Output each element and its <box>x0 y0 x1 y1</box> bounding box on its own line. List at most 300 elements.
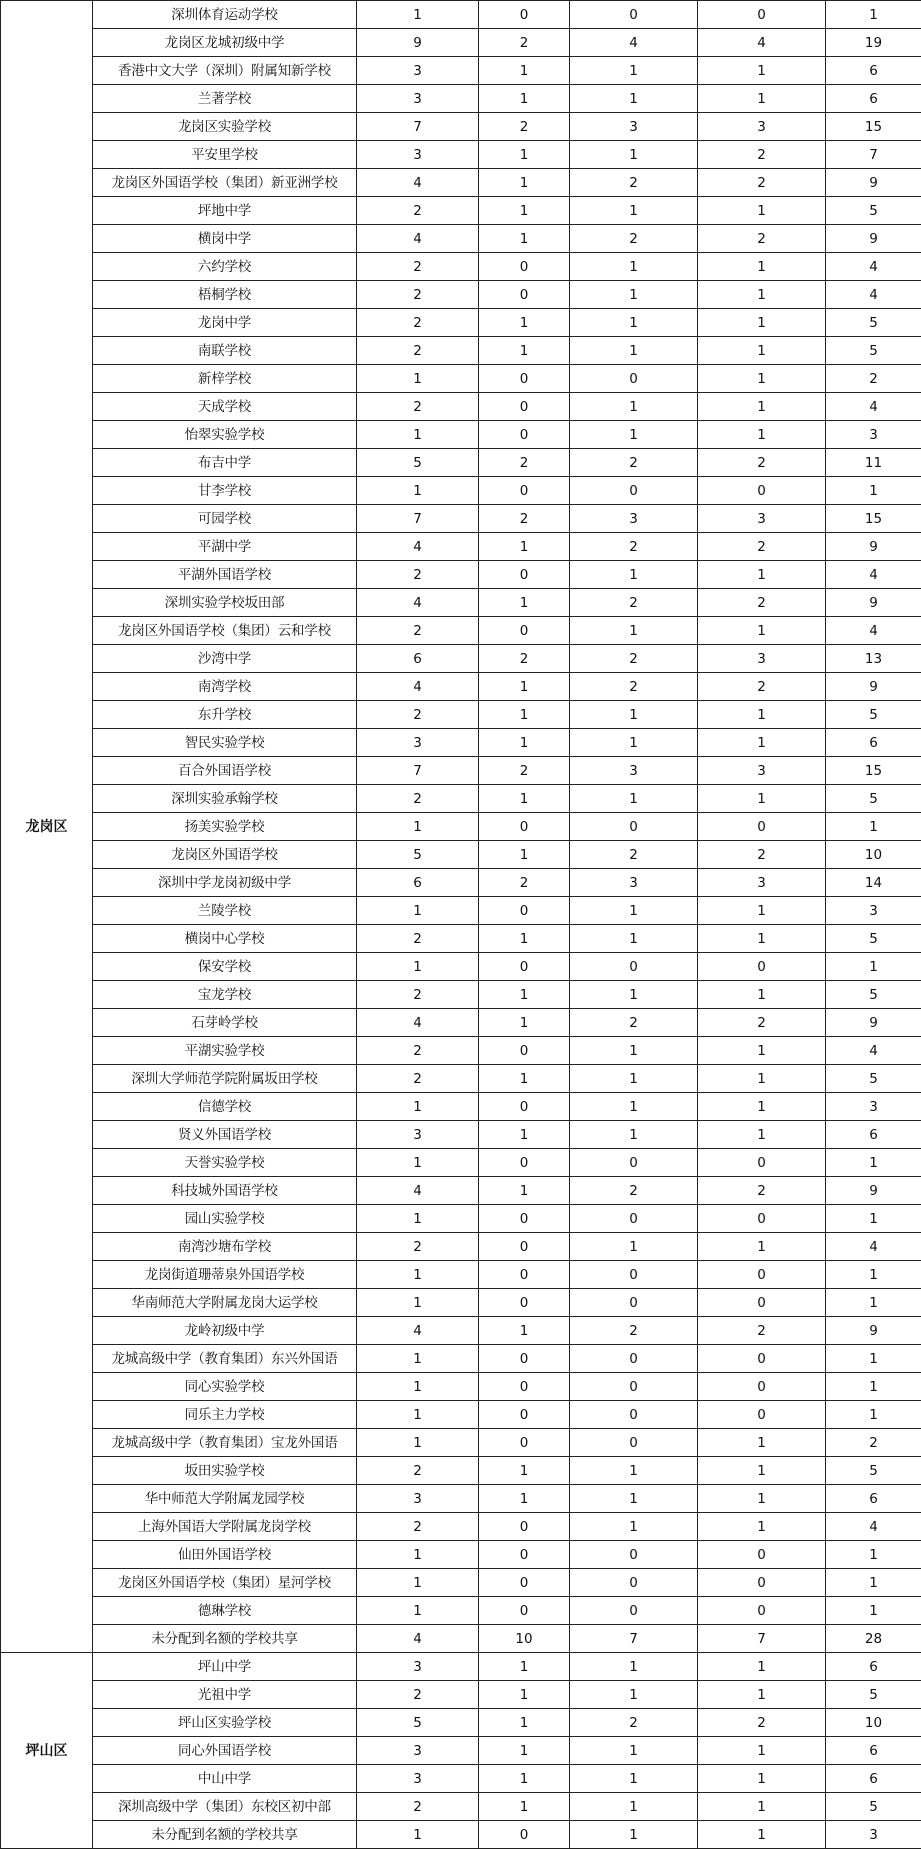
total-cell: 9 <box>826 1317 921 1345</box>
quota-cell: 2 <box>570 645 698 673</box>
quota-cell: 2 <box>357 337 479 365</box>
school-name-cell: 保安学校 <box>93 953 357 981</box>
total-cell: 5 <box>826 981 921 1009</box>
quota-cell: 2 <box>357 1037 479 1065</box>
quota-cell: 1 <box>570 1681 698 1709</box>
table-row <box>1 533 921 561</box>
school-name-cell: 平湖外国语学校 <box>93 561 357 589</box>
table-row <box>1 953 921 981</box>
total-cell: 19 <box>826 29 921 57</box>
quota-cell: 5 <box>357 841 479 869</box>
quota-cell: 1 <box>698 897 826 925</box>
quota-cell: 2 <box>570 1009 698 1037</box>
district-name: 坪山区 <box>1 1653 93 1849</box>
quota-cell: 6 <box>357 869 479 897</box>
quota-cell: 1 <box>698 1765 826 1793</box>
school-name-cell: 贤义外国语学校 <box>93 1121 357 1149</box>
total-cell: 9 <box>826 533 921 561</box>
quota-cell: 1 <box>570 925 698 953</box>
total-cell: 1 <box>826 1373 921 1401</box>
school-name-cell: 横岗中学 <box>93 225 357 253</box>
table-row <box>1 85 921 113</box>
quota-cell: 0 <box>479 1513 570 1541</box>
quota-cell: 1 <box>357 1149 479 1177</box>
quota-cell: 2 <box>479 757 570 785</box>
table-row <box>1 813 921 841</box>
quota-cell: 0 <box>570 1597 698 1625</box>
quota-cell: 1 <box>698 1681 826 1709</box>
school-name-cell: 深圳大学师范学院附属坂田学校 <box>93 1065 357 1093</box>
quota-cell: 1 <box>570 1485 698 1513</box>
quota-cell: 1 <box>698 617 826 645</box>
quota-cell: 1 <box>570 253 698 281</box>
quota-cell: 0 <box>479 1597 570 1625</box>
quota-cell: 1 <box>698 1793 826 1821</box>
school-name-cell: 天成学校 <box>93 393 357 421</box>
school-name-cell: 同心外国语学校 <box>93 1737 357 1765</box>
school-name-cell: 平安里学校 <box>93 141 357 169</box>
quota-cell: 2 <box>479 645 570 673</box>
quota-cell: 3 <box>357 1737 479 1765</box>
table-row <box>1 1569 921 1597</box>
quota-cell: 1 <box>698 57 826 85</box>
total-cell: 5 <box>826 1457 921 1485</box>
quota-cell: 1 <box>570 1121 698 1149</box>
quota-cell: 0 <box>479 1541 570 1569</box>
school-name-cell: 龙城高级中学（教育集团）东兴外国语 <box>93 1345 357 1373</box>
quota-cell: 0 <box>570 1345 698 1373</box>
table-row <box>1 1037 921 1065</box>
total-cell: 6 <box>826 1485 921 1513</box>
total-cell: 5 <box>826 197 921 225</box>
school-name-cell: 甘李学校 <box>93 477 357 505</box>
table-row <box>1 869 921 897</box>
quota-cell: 1 <box>570 1653 698 1681</box>
table-row <box>1 1121 921 1149</box>
total-cell: 6 <box>826 1121 921 1149</box>
quota-cell: 0 <box>570 1261 698 1289</box>
quota-cell: 1 <box>357 1429 479 1457</box>
quota-cell: 1 <box>698 1233 826 1261</box>
table-row <box>1 1653 921 1681</box>
quota-cell: 1 <box>479 1681 570 1709</box>
school-name-cell: 智民实验学校 <box>93 729 357 757</box>
school-name-cell: 龙岗区实验学校 <box>93 113 357 141</box>
quota-cell: 1 <box>698 421 826 449</box>
school-name-cell: 深圳实验学校坂田部 <box>93 589 357 617</box>
table-row <box>1 645 921 673</box>
school-name-cell: 平湖中学 <box>93 533 357 561</box>
quota-cell: 1 <box>570 57 698 85</box>
school-name-cell: 同乐主力学校 <box>93 1401 357 1429</box>
quota-cell: 4 <box>357 1009 479 1037</box>
quota-cell: 2 <box>479 113 570 141</box>
quota-cell: 2 <box>570 1317 698 1345</box>
quota-cell: 2 <box>698 673 826 701</box>
quota-cell: 1 <box>698 253 826 281</box>
total-cell: 5 <box>826 701 921 729</box>
total-cell: 3 <box>826 1093 921 1121</box>
table-row <box>1 477 921 505</box>
quota-cell: 1 <box>479 57 570 85</box>
total-cell: 5 <box>826 1793 921 1821</box>
quota-cell: 3 <box>357 1765 479 1793</box>
quota-cell: 1 <box>479 1709 570 1737</box>
school-name-cell: 光祖中学 <box>93 1681 357 1709</box>
total-cell: 9 <box>826 1177 921 1205</box>
quota-cell: 1 <box>357 1205 479 1233</box>
quota-cell: 2 <box>698 533 826 561</box>
quota-cell: 1 <box>570 393 698 421</box>
quota-cell: 0 <box>479 953 570 981</box>
total-cell: 5 <box>826 309 921 337</box>
total-cell: 1 <box>826 1345 921 1373</box>
table-row <box>1 1 921 29</box>
total-cell: 9 <box>826 1009 921 1037</box>
total-cell: 2 <box>826 1429 921 1457</box>
school-name-cell: 梧桐学校 <box>93 281 357 309</box>
school-name-cell: 横岗中心学校 <box>93 925 357 953</box>
table-row <box>1 169 921 197</box>
quota-cell: 7 <box>357 113 479 141</box>
quota-cell: 1 <box>479 169 570 197</box>
quota-cell: 2 <box>357 1681 479 1709</box>
quota-cell: 1 <box>698 1037 826 1065</box>
total-cell: 4 <box>826 253 921 281</box>
quota-cell: 1 <box>479 1485 570 1513</box>
quota-cell: 1 <box>698 1653 826 1681</box>
quota-cell: 0 <box>698 1 826 29</box>
quota-cell: 1 <box>357 1093 479 1121</box>
quota-cell: 1 <box>357 1401 479 1429</box>
quota-cell: 3 <box>698 869 826 897</box>
quota-cell: 1 <box>357 1261 479 1289</box>
school-name-cell: 兰陵学校 <box>93 897 357 925</box>
school-name-cell: 深圳中学龙岗初级中学 <box>93 869 357 897</box>
quota-cell: 0 <box>570 1541 698 1569</box>
total-cell: 7 <box>826 141 921 169</box>
table-row <box>1 1009 921 1037</box>
table-row <box>1 1289 921 1317</box>
quota-cell: 3 <box>570 505 698 533</box>
quota-cell: 1 <box>698 729 826 757</box>
quota-cell: 1 <box>357 1541 479 1569</box>
quota-cell: 3 <box>357 85 479 113</box>
total-cell: 15 <box>826 505 921 533</box>
table-row <box>1 1625 921 1653</box>
school-name-cell: 未分配到名额的学校共享 <box>93 1821 357 1849</box>
school-name-cell: 南湾学校 <box>93 673 357 701</box>
quota-cell: 1 <box>357 421 479 449</box>
table-row <box>1 673 921 701</box>
table-row <box>1 393 921 421</box>
quota-cell: 6 <box>357 645 479 673</box>
quota-cell: 1 <box>570 617 698 645</box>
school-name-cell: 坪山区实验学校 <box>93 1709 357 1737</box>
quota-cell: 1 <box>479 1653 570 1681</box>
quota-cell: 2 <box>698 1009 826 1037</box>
total-cell: 28 <box>826 1625 921 1653</box>
total-cell: 3 <box>826 421 921 449</box>
quota-cell: 1 <box>698 337 826 365</box>
quota-cell: 4 <box>357 673 479 701</box>
quota-cell: 2 <box>357 617 479 645</box>
table-row <box>1 589 921 617</box>
table-row <box>1 897 921 925</box>
table-row <box>1 1345 921 1373</box>
table-row <box>1 225 921 253</box>
total-cell: 1 <box>826 1 921 29</box>
table-row <box>1 1821 921 1849</box>
quota-cell: 1 <box>698 365 826 393</box>
total-cell: 4 <box>826 561 921 589</box>
quota-cell: 0 <box>570 1205 698 1233</box>
table-row <box>1 1485 921 1513</box>
quota-cell: 2 <box>357 785 479 813</box>
table-row <box>1 617 921 645</box>
quota-cell: 2 <box>698 841 826 869</box>
total-cell: 1 <box>826 813 921 841</box>
quota-cell: 1 <box>698 1093 826 1121</box>
total-cell: 1 <box>826 1569 921 1597</box>
total-cell: 6 <box>826 1737 921 1765</box>
total-cell: 1 <box>826 1597 921 1625</box>
quota-cell: 3 <box>698 645 826 673</box>
table-row <box>1 29 921 57</box>
quota-cell: 2 <box>357 981 479 1009</box>
quota-cell: 0 <box>570 1289 698 1317</box>
total-cell: 1 <box>826 1149 921 1177</box>
quota-cell: 2 <box>357 1793 479 1821</box>
table-row <box>1 449 921 477</box>
total-cell: 13 <box>826 645 921 673</box>
school-name-cell: 龙岗区外国语学校（集团）星河学校 <box>93 1569 357 1597</box>
school-name-cell: 平湖实验学校 <box>93 1037 357 1065</box>
table-row <box>1 785 921 813</box>
table-row <box>1 57 921 85</box>
quota-cell: 2 <box>357 393 479 421</box>
table-row <box>1 1177 921 1205</box>
quota-cell: 1 <box>479 701 570 729</box>
quota-cell: 1 <box>479 1121 570 1149</box>
quota-cell: 0 <box>570 1373 698 1401</box>
quota-cell: 2 <box>570 449 698 477</box>
table-row <box>1 197 921 225</box>
school-name-cell: 怡翠实验学校 <box>93 421 357 449</box>
quota-cell: 0 <box>479 1149 570 1177</box>
quota-cell: 2 <box>698 589 826 617</box>
quota-cell: 3 <box>357 1485 479 1513</box>
quota-cell: 1 <box>570 1233 698 1261</box>
quota-cell: 1 <box>570 1737 698 1765</box>
quota-cell: 1 <box>698 309 826 337</box>
quota-cell: 2 <box>698 169 826 197</box>
table-row <box>1 1597 921 1625</box>
table-row <box>1 1737 921 1765</box>
quota-cell: 2 <box>698 1709 826 1737</box>
quota-cell: 3 <box>698 757 826 785</box>
table-row <box>1 505 921 533</box>
quota-cell: 2 <box>357 1233 479 1261</box>
quota-cell: 2 <box>698 1317 826 1345</box>
quota-cell: 1 <box>479 1009 570 1037</box>
quota-cell: 4 <box>357 589 479 617</box>
quota-cell: 1 <box>357 1 479 29</box>
total-cell: 4 <box>826 617 921 645</box>
school-name-cell: 扬美实验学校 <box>93 813 357 841</box>
quota-cell: 1 <box>698 1485 826 1513</box>
total-cell: 6 <box>826 57 921 85</box>
quota-cell: 7 <box>357 505 479 533</box>
school-name-cell: 未分配到名额的学校共享 <box>93 1625 357 1653</box>
quota-cell: 1 <box>570 785 698 813</box>
quota-cell: 7 <box>698 1625 826 1653</box>
school-name-cell: 信德学校 <box>93 1093 357 1121</box>
quota-cell: 0 <box>570 477 698 505</box>
quota-cell: 1 <box>479 1065 570 1093</box>
quota-cell: 1 <box>698 1737 826 1765</box>
quota-cell: 0 <box>570 1429 698 1457</box>
total-cell: 5 <box>826 925 921 953</box>
quota-cell: 1 <box>357 477 479 505</box>
total-cell: 11 <box>826 449 921 477</box>
quota-cell: 1 <box>479 925 570 953</box>
total-cell: 4 <box>826 393 921 421</box>
school-name-cell: 南湾沙塘布学校 <box>93 1233 357 1261</box>
school-name-cell: 深圳高级中学（集团）东校区初中部 <box>93 1793 357 1821</box>
quota-cell: 2 <box>479 869 570 897</box>
quota-cell: 1 <box>479 141 570 169</box>
quota-cell: 1 <box>357 1373 479 1401</box>
total-cell: 2 <box>826 365 921 393</box>
quota-cell: 0 <box>479 365 570 393</box>
quota-cell: 0 <box>479 1233 570 1261</box>
quota-cell: 0 <box>479 1 570 29</box>
quota-cell: 5 <box>357 449 479 477</box>
quota-cell: 3 <box>357 57 479 85</box>
quota-cell: 1 <box>570 421 698 449</box>
quota-cell: 1 <box>570 281 698 309</box>
school-name-cell: 布吉中学 <box>93 449 357 477</box>
total-cell: 6 <box>826 729 921 757</box>
quota-cell: 2 <box>357 253 479 281</box>
school-name-cell: 龙岗区外国语学校（集团）新亚洲学校 <box>93 169 357 197</box>
quota-cell: 1 <box>570 897 698 925</box>
quota-cell: 3 <box>357 729 479 757</box>
quota-cell: 1 <box>479 1737 570 1765</box>
quota-cell: 0 <box>479 421 570 449</box>
table-row <box>1 925 921 953</box>
quota-cell: 1 <box>570 85 698 113</box>
quota-cell: 2 <box>357 281 479 309</box>
quota-cell: 4 <box>357 225 479 253</box>
table-row <box>1 1429 921 1457</box>
school-name-cell: 龙岭初级中学 <box>93 1317 357 1345</box>
total-cell: 1 <box>826 477 921 505</box>
school-name-cell: 龙岗区外国语学校（集团）云和学校 <box>93 617 357 645</box>
quota-cell: 4 <box>357 1177 479 1205</box>
total-cell: 3 <box>826 1821 921 1849</box>
total-cell: 1 <box>826 1205 921 1233</box>
quota-cell: 2 <box>570 841 698 869</box>
quota-cell: 2 <box>570 169 698 197</box>
quota-cell: 1 <box>698 1821 826 1849</box>
quota-cell: 0 <box>479 477 570 505</box>
quota-cell: 1 <box>479 337 570 365</box>
school-name-cell: 可园学校 <box>93 505 357 533</box>
quota-cell: 2 <box>698 225 826 253</box>
quota-cell: 1 <box>570 197 698 225</box>
school-name-cell: 华中师范大学附属龙园学校 <box>93 1485 357 1513</box>
quota-cell: 1 <box>698 85 826 113</box>
quota-cell: 2 <box>479 29 570 57</box>
quota-cell: 4 <box>357 533 479 561</box>
quota-cell: 3 <box>570 113 698 141</box>
quota-cell: 1 <box>479 673 570 701</box>
quota-cell: 0 <box>698 1401 826 1429</box>
quota-cell: 1 <box>698 785 826 813</box>
quota-cell: 7 <box>357 757 479 785</box>
school-name-cell: 同心实验学校 <box>93 1373 357 1401</box>
quota-cell: 1 <box>479 981 570 1009</box>
quota-cell: 1 <box>357 1289 479 1317</box>
school-name-cell: 龙岗区龙城初级中学 <box>93 29 357 57</box>
quota-cell: 1 <box>698 701 826 729</box>
quota-cell: 3 <box>698 113 826 141</box>
quota-cell: 0 <box>479 1373 570 1401</box>
total-cell: 1 <box>826 953 921 981</box>
quota-cell: 0 <box>479 561 570 589</box>
quota-cell: 1 <box>698 1457 826 1485</box>
quota-cell: 2 <box>357 925 479 953</box>
table-row <box>1 1513 921 1541</box>
quota-cell: 0 <box>698 1541 826 1569</box>
school-name-cell: 龙岗区外国语学校 <box>93 841 357 869</box>
total-cell: 4 <box>826 1233 921 1261</box>
school-name-cell: 东升学校 <box>93 701 357 729</box>
total-cell: 9 <box>826 589 921 617</box>
total-cell: 6 <box>826 1765 921 1793</box>
quota-cell: 1 <box>357 1345 479 1373</box>
table-row <box>1 701 921 729</box>
school-name-cell: 华南师范大学附属龙岗大运学校 <box>93 1289 357 1317</box>
table-row <box>1 981 921 1009</box>
total-cell: 1 <box>826 1541 921 1569</box>
total-cell: 1 <box>826 1261 921 1289</box>
table-row <box>1 1261 921 1289</box>
total-cell: 10 <box>826 1709 921 1737</box>
table-row <box>1 1065 921 1093</box>
quota-cell: 1 <box>570 1821 698 1849</box>
school-name-cell: 园山实验学校 <box>93 1205 357 1233</box>
quota-cell: 1 <box>698 1065 826 1093</box>
school-name-cell: 新梓学校 <box>93 365 357 393</box>
table-row <box>1 1541 921 1569</box>
school-name-cell: 龙岗街道珊蒂泉外国语学校 <box>93 1261 357 1289</box>
table-row <box>1 421 921 449</box>
quota-cell: 1 <box>357 1597 479 1625</box>
quota-cell: 1 <box>570 561 698 589</box>
total-cell: 6 <box>826 85 921 113</box>
quota-cell: 1 <box>698 561 826 589</box>
table-row <box>1 113 921 141</box>
quota-cell: 9 <box>357 29 479 57</box>
total-cell: 5 <box>826 785 921 813</box>
total-cell: 3 <box>826 897 921 925</box>
quota-cell: 1 <box>479 197 570 225</box>
quota-cell: 1 <box>479 85 570 113</box>
total-cell: 15 <box>826 757 921 785</box>
